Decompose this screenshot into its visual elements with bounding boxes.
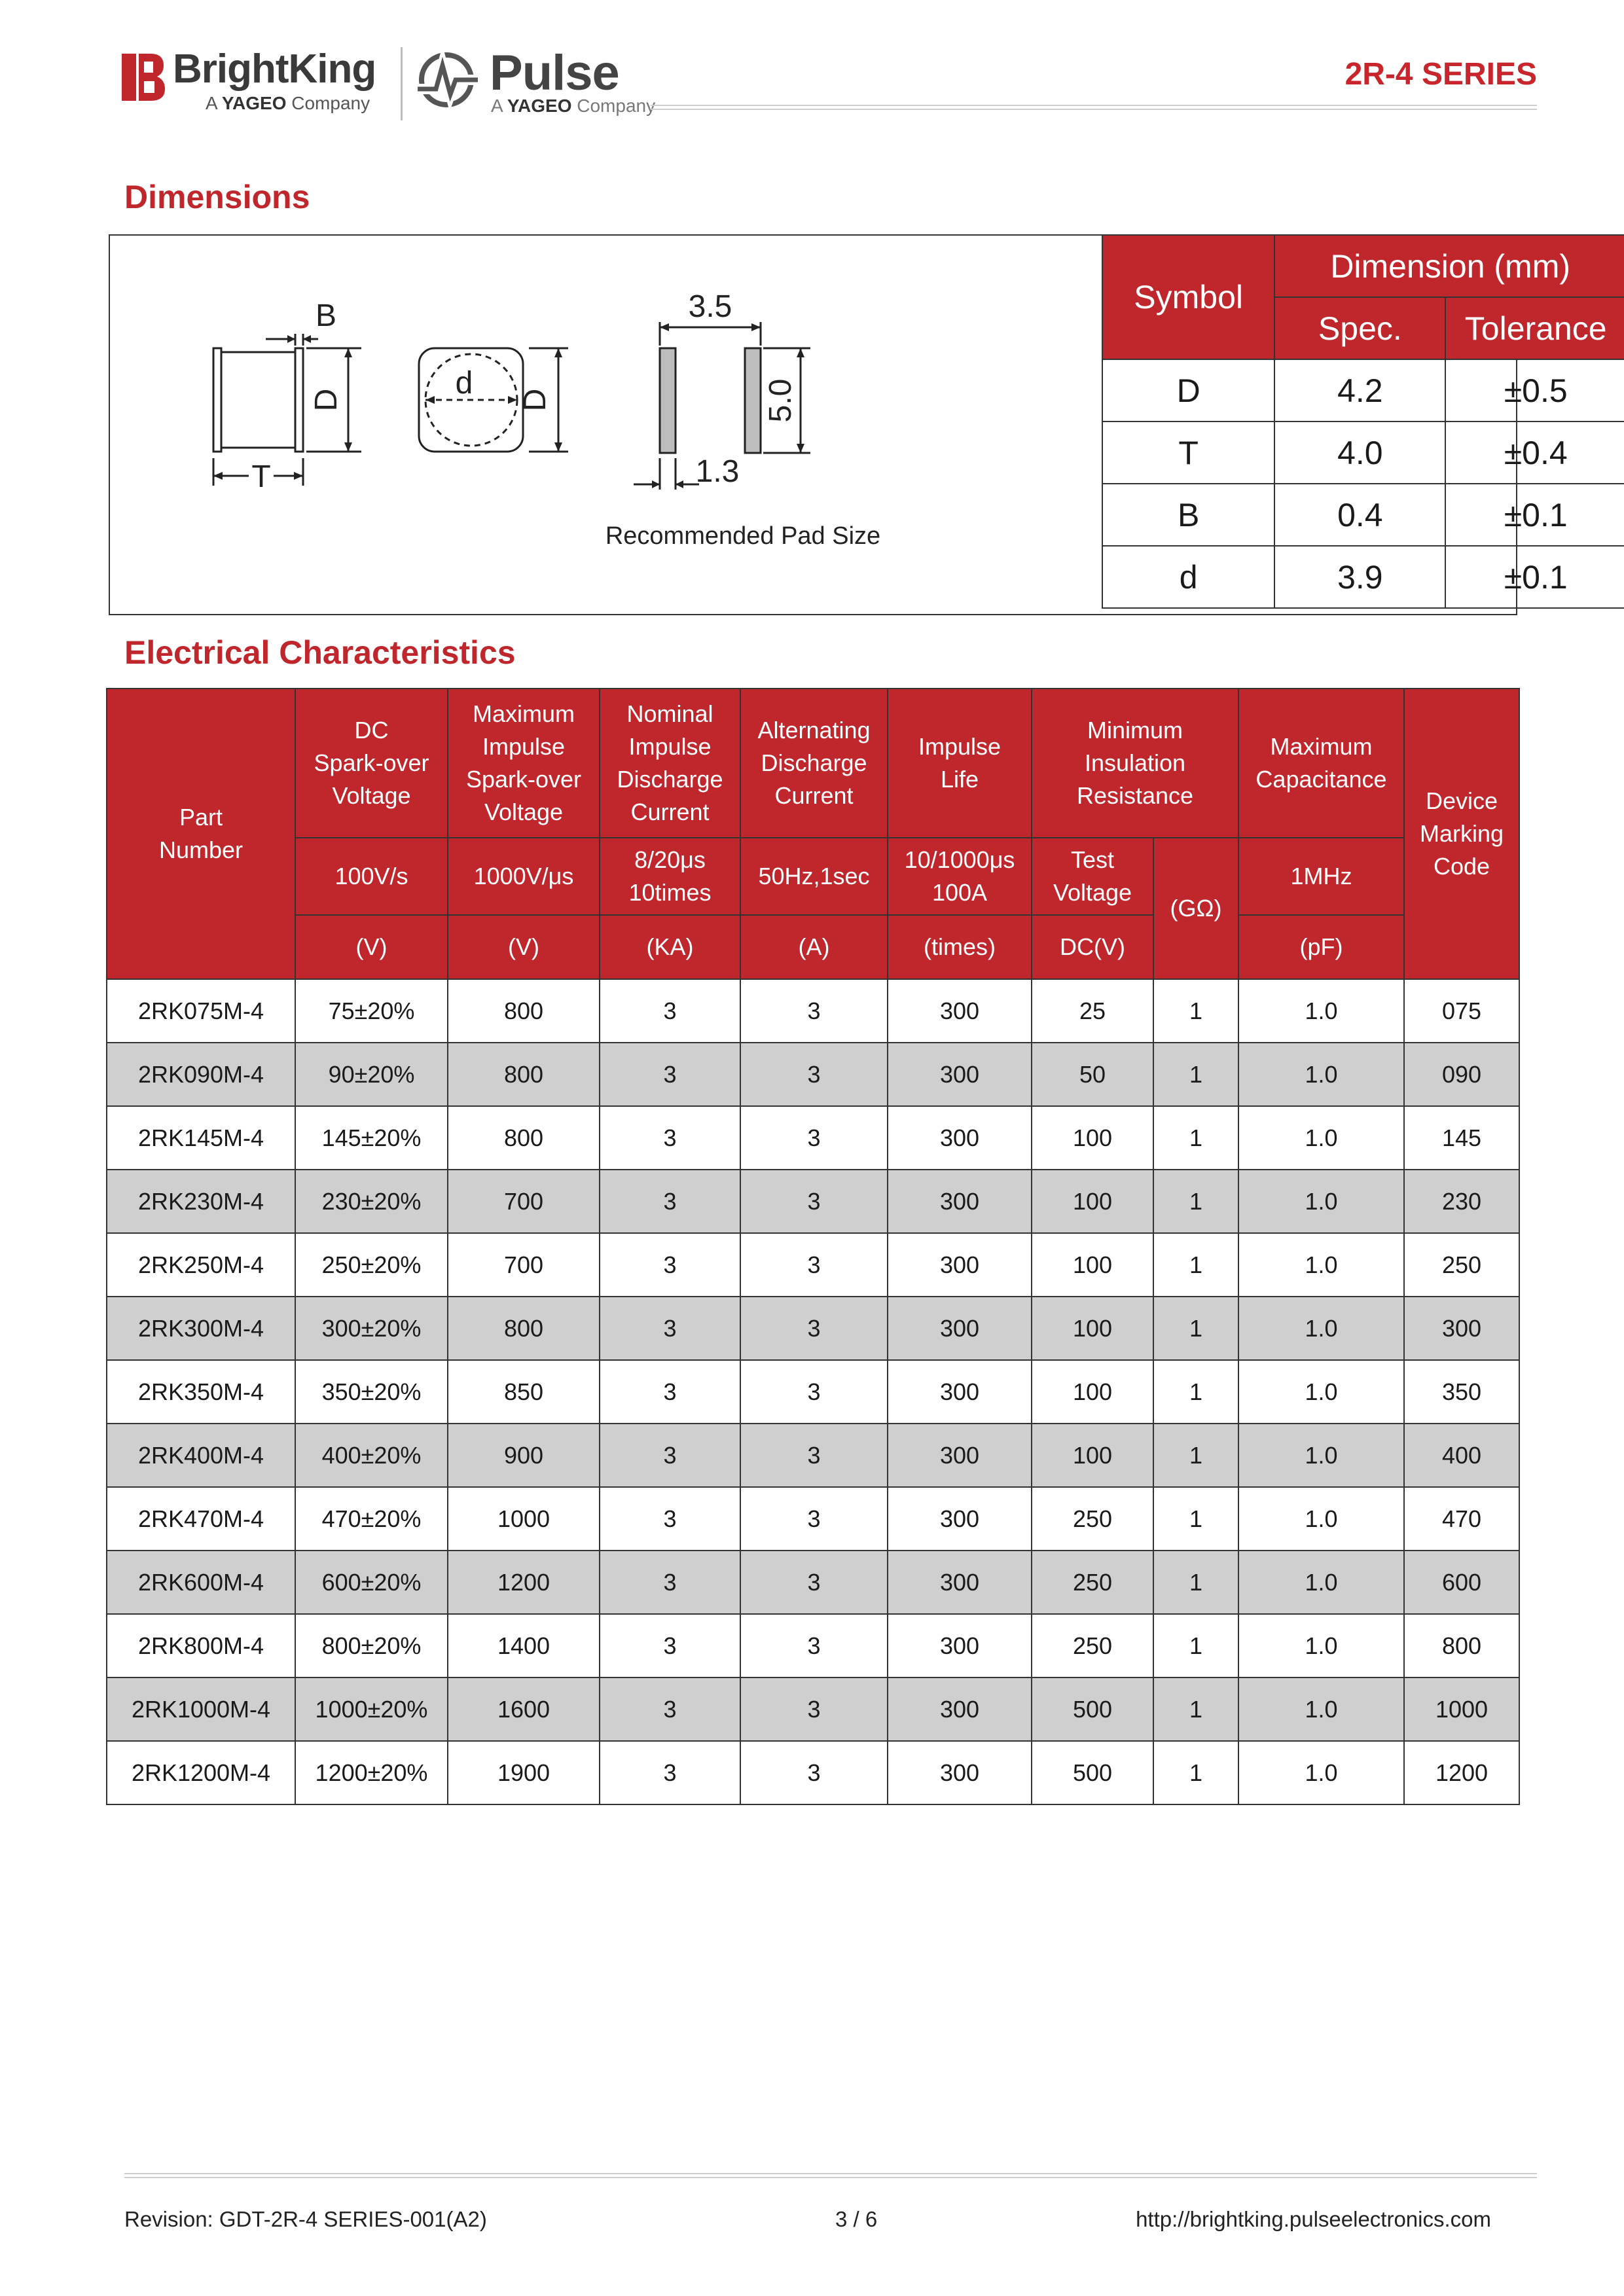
resistance-cell: 1: [1153, 1741, 1238, 1804]
part-number-cell: 2RK800M-4: [107, 1614, 295, 1677]
pad-caption: Recommended Pad Size: [605, 522, 881, 550]
dc-sparkover-cell: 230±20%: [295, 1170, 448, 1233]
resistance-cell: 1: [1153, 1677, 1238, 1741]
alternating-current-cell: 3: [740, 1677, 888, 1741]
table-row: [107, 1551, 1519, 1614]
page-header: [0, 0, 1624, 131]
capacitance-cell: 1.0: [1238, 1297, 1404, 1360]
impulse-sparkover-cell: 1000: [448, 1487, 600, 1551]
tolerance-cell: ±0.1: [1445, 484, 1624, 546]
capacitance-cell: 1.0: [1238, 1551, 1404, 1614]
capacitance-cell: 1.0: [1238, 1043, 1404, 1106]
test-voltage-cell: 500: [1032, 1677, 1153, 1741]
test-voltage-cell: 100: [1032, 1233, 1153, 1297]
footer-url[interactable]: http://brightking.pulseelectronics.com: [1136, 2207, 1491, 2231]
dimensions-box: [109, 234, 1607, 615]
electrical-title: Electrical Characteristics: [124, 634, 516, 671]
resistance-cell: 1: [1153, 1614, 1238, 1677]
pulse-logo: [416, 45, 656, 118]
table-row: [107, 1677, 1519, 1741]
dc-sparkover-cell: 90±20%: [295, 1043, 448, 1106]
impulse-life-cell: 300: [888, 1551, 1032, 1614]
label-d-end: D: [518, 388, 552, 412]
pulse-mark-icon: [416, 51, 479, 109]
dc-sparkover-cell: 600±20%: [295, 1551, 448, 1614]
nominal-current-cell: 3: [600, 1297, 740, 1360]
nominal-current-cell: 3: [600, 1551, 740, 1614]
table-row: [107, 1424, 1519, 1487]
label-b: B: [315, 298, 337, 333]
unit-alternating: (A): [740, 915, 888, 979]
part-number-cell: 2RK075M-4: [107, 979, 295, 1043]
impulse-sparkover-cell: 800: [448, 1043, 600, 1106]
impulse-life-cell: 300: [888, 1677, 1032, 1741]
marking-code-cell: 090: [1404, 1043, 1519, 1106]
alternating-current-cell: 3: [740, 1360, 888, 1424]
cond-life: 10/1000μs 100A: [888, 838, 1032, 915]
test-voltage-cell: 100: [1032, 1297, 1153, 1360]
impulse-life-cell: 300: [888, 1424, 1032, 1487]
dc-sparkover-cell: 1200±20%: [295, 1741, 448, 1804]
table-row: [107, 1614, 1519, 1677]
pulse-subtitle: A YAGEO Company: [491, 96, 656, 116]
series-title: 2R-4 SERIES: [1344, 57, 1537, 92]
part-number-cell: 2RK1200M-4: [107, 1741, 295, 1804]
tolerance-cell: ±0.1: [1445, 546, 1624, 608]
symbol-cell: d: [1102, 546, 1274, 608]
electrical-table-body: [107, 979, 1519, 1804]
test-voltage-cell: 100: [1032, 1106, 1153, 1170]
spec-cell: 3.9: [1274, 546, 1445, 608]
unit-capacitance: (pF): [1238, 915, 1404, 979]
dc-sparkover-cell: 470±20%: [295, 1487, 448, 1551]
marking-code-cell: 400: [1404, 1424, 1519, 1487]
resistance-cell: 1: [1153, 1360, 1238, 1424]
tolerance-cell: ±0.4: [1445, 422, 1624, 484]
pulse-wordmark: Pulse: [490, 45, 619, 101]
resistance-cell: 1: [1153, 1424, 1238, 1487]
impulse-sparkover-cell: 1400: [448, 1614, 600, 1677]
test-voltage-cell: 25: [1032, 979, 1153, 1043]
resistance-cell: 1: [1153, 1233, 1238, 1297]
header-rule: [651, 105, 1537, 110]
impulse-sparkover-cell: 800: [448, 1106, 600, 1170]
alternating-current-cell: 3: [740, 1741, 888, 1804]
alternating-current-cell: 3: [740, 1106, 888, 1170]
dimension-header: Dimension (mm): [1274, 235, 1624, 297]
brightking-logo: [122, 46, 397, 118]
brightking-wordmark: BrightKing: [173, 46, 376, 92]
table-row: [107, 1297, 1519, 1360]
part-number-cell: 2RK1000M-4: [107, 1677, 295, 1741]
test-voltage-cell: 100: [1032, 1170, 1153, 1233]
nominal-current-cell: 3: [600, 1487, 740, 1551]
impulse-life-cell: 300: [888, 1170, 1032, 1233]
capacitance-header: Maximum Capacitance: [1238, 689, 1404, 838]
test-voltage-cell: 50: [1032, 1043, 1153, 1106]
spec-cell: 0.4: [1274, 484, 1445, 546]
impulse-life-cell: 300: [888, 1233, 1032, 1297]
marking-code-cell: 600: [1404, 1551, 1519, 1614]
unit-resistance: (GΩ): [1153, 838, 1238, 979]
dc-sparkover-cell: 300±20%: [295, 1297, 448, 1360]
resistance-cell: 1: [1153, 1043, 1238, 1106]
nominal-current-cell: 3: [600, 1170, 740, 1233]
cond-dc: 100V/s: [295, 838, 448, 915]
marking-code-cell: 1200: [1404, 1741, 1519, 1804]
marking-code-cell: 075: [1404, 979, 1519, 1043]
marking-code-cell: 250: [1404, 1233, 1519, 1297]
resistance-cell: 1: [1153, 1487, 1238, 1551]
test-voltage-cell: 100: [1032, 1424, 1153, 1487]
impulse-life-cell: 300: [888, 1297, 1032, 1360]
capacitance-cell: 1.0: [1238, 1170, 1404, 1233]
cond-impulse: 1000V/μs: [448, 838, 600, 915]
impulse-sparkover-cell: 700: [448, 1170, 600, 1233]
spec-header: Spec.: [1274, 297, 1445, 359]
impulse-life-cell: 300: [888, 1741, 1032, 1804]
impulse-sparkover-cell: 850: [448, 1360, 600, 1424]
resistance-cell: 1: [1153, 1170, 1238, 1233]
unit-life: (times): [888, 915, 1032, 979]
table-row: [1102, 546, 1624, 608]
logo-divider: [401, 47, 403, 120]
brightking-subtitle: A YAGEO Company: [206, 93, 370, 113]
test-voltage-cell: 250: [1032, 1487, 1153, 1551]
test-voltage-cell: 250: [1032, 1551, 1153, 1614]
test-voltage-cell: 100: [1032, 1360, 1153, 1424]
insulation-resistance-header: Minimum Insulation Resistance: [1032, 689, 1238, 838]
alternating-current-cell: 3: [740, 1233, 888, 1297]
electrical-table: [106, 688, 1520, 1805]
nominal-current-cell: 3: [600, 1741, 740, 1804]
dc-sparkover-header: DC Spark-over Voltage: [295, 689, 448, 838]
dc-sparkover-cell: 350±20%: [295, 1360, 448, 1424]
capacitance-cell: 1.0: [1238, 1677, 1404, 1741]
marking-code-cell: 300: [1404, 1297, 1519, 1360]
impulse-sparkover-cell: 800: [448, 979, 600, 1043]
nominal-impulse-header: Nominal Impulse Discharge Current: [600, 689, 740, 838]
dimensions-title: Dimensions: [124, 179, 310, 215]
unit-impulse: (V): [448, 915, 600, 979]
alternating-current-cell: 3: [740, 979, 888, 1043]
table-row: [1102, 359, 1624, 422]
alternating-current-cell: 3: [740, 1614, 888, 1677]
alternating-current-header: Alternating Discharge Current: [740, 689, 888, 838]
resistance-cell: 1: [1153, 1297, 1238, 1360]
nominal-current-cell: 3: [600, 1424, 740, 1487]
table-row: [107, 1043, 1519, 1106]
spec-cell: 4.0: [1274, 422, 1445, 484]
tolerance-cell: ±0.5: [1445, 359, 1624, 422]
part-number-cell: 2RK400M-4: [107, 1424, 295, 1487]
alternating-current-cell: 3: [740, 1297, 888, 1360]
dc-sparkover-cell: 250±20%: [295, 1233, 448, 1297]
marking-code-cell: 1000: [1404, 1677, 1519, 1741]
symbol-cell: B: [1102, 484, 1274, 546]
table-row: [107, 1233, 1519, 1297]
impulse-life-cell: 300: [888, 1360, 1032, 1424]
dc-sparkover-cell: 75±20%: [295, 979, 448, 1043]
max-impulse-header: Maximum Impulse Spark-over Voltage: [448, 689, 600, 838]
marking-code-cell: 800: [1404, 1614, 1519, 1677]
alternating-current-cell: 3: [740, 1043, 888, 1106]
label-t: T: [251, 459, 271, 494]
part-number-cell: 2RK600M-4: [107, 1551, 295, 1614]
impulse-life-header: Impulse Life: [888, 689, 1032, 838]
symbol-cell: D: [1102, 359, 1274, 422]
part-number-cell: 2RK300M-4: [107, 1297, 295, 1360]
label-pad-height: 5.0: [763, 378, 798, 423]
label-d-side: D: [309, 388, 344, 412]
test-voltage-cell: 500: [1032, 1741, 1153, 1804]
unit-nominal: (KA): [600, 915, 740, 979]
impulse-life-cell: 300: [888, 1487, 1032, 1551]
impulse-sparkover-cell: 700: [448, 1233, 600, 1297]
table-row: [107, 1741, 1519, 1804]
marking-code-cell: 230: [1404, 1170, 1519, 1233]
impulse-life-cell: 300: [888, 1043, 1032, 1106]
alternating-current-cell: 3: [740, 1424, 888, 1487]
impulse-sparkover-cell: 800: [448, 1297, 600, 1360]
footer-rule: [124, 2173, 1537, 2178]
part-number-cell: 2RK350M-4: [107, 1360, 295, 1424]
nominal-current-cell: 3: [600, 1043, 740, 1106]
impulse-sparkover-cell: 1900: [448, 1741, 600, 1804]
part-number-cell: 2RK230M-4: [107, 1170, 295, 1233]
part-number-cell: 2RK470M-4: [107, 1487, 295, 1551]
capacitance-cell: 1.0: [1238, 1360, 1404, 1424]
table-row: [107, 1360, 1519, 1424]
table-row: [107, 1170, 1519, 1233]
resistance-cell: 1: [1153, 979, 1238, 1043]
unit-test-voltage: DC(V): [1032, 915, 1153, 979]
impulse-sparkover-cell: 1600: [448, 1677, 600, 1741]
impulse-life-cell: 300: [888, 1614, 1032, 1677]
cond-test-voltage: Test Voltage: [1032, 838, 1153, 915]
capacitance-cell: 1.0: [1238, 1424, 1404, 1487]
symbol-header: Symbol: [1102, 235, 1274, 359]
table-row: [107, 1487, 1519, 1551]
capacitance-cell: 1.0: [1238, 1106, 1404, 1170]
label-pad-width: 3.5: [688, 289, 732, 324]
alternating-current-cell: 3: [740, 1170, 888, 1233]
resistance-cell: 1: [1153, 1106, 1238, 1170]
dc-sparkover-cell: 400±20%: [295, 1424, 448, 1487]
test-voltage-cell: 250: [1032, 1614, 1153, 1677]
table-row: [107, 1106, 1519, 1170]
nominal-current-cell: 3: [600, 1233, 740, 1297]
brightking-mark-icon: [122, 54, 165, 101]
dc-sparkover-cell: 1000±20%: [295, 1677, 448, 1741]
nominal-current-cell: 3: [600, 1614, 740, 1677]
spec-cell: 4.2: [1274, 359, 1445, 422]
cond-alternating: 50Hz,1sec: [740, 838, 888, 915]
table-row: [1102, 484, 1624, 546]
dimension-drawing: [110, 236, 1102, 615]
tolerance-header: Tolerance: [1445, 297, 1624, 359]
capacitance-cell: 1.0: [1238, 1741, 1404, 1804]
nominal-current-cell: 3: [600, 979, 740, 1043]
label-d-diameter: d: [455, 366, 473, 401]
alternating-current-cell: 3: [740, 1551, 888, 1614]
marking-code-header: Device Marking Code: [1404, 689, 1519, 979]
cond-capacitance: 1MHz: [1238, 838, 1404, 915]
impulse-sparkover-cell: 1200: [448, 1551, 600, 1614]
marking-code-cell: 350: [1404, 1360, 1519, 1424]
nominal-current-cell: 3: [600, 1106, 740, 1170]
capacitance-cell: 1.0: [1238, 979, 1404, 1043]
nominal-current-cell: 3: [600, 1360, 740, 1424]
part-number-cell: 2RK250M-4: [107, 1233, 295, 1297]
cond-nominal: 8/20μs 10times: [600, 838, 740, 915]
part-number-cell: 2RK090M-4: [107, 1043, 295, 1106]
table-row: [1102, 422, 1624, 484]
part-number-header: Part Number: [107, 689, 295, 979]
marking-code-cell: 145: [1404, 1106, 1519, 1170]
marking-code-cell: 470: [1404, 1487, 1519, 1551]
alternating-current-cell: 3: [740, 1487, 888, 1551]
capacitance-cell: 1.0: [1238, 1487, 1404, 1551]
revision-text: Revision: GDT-2R-4 SERIES-001(A2): [124, 2207, 487, 2231]
page-number: 3 / 6: [835, 2207, 878, 2231]
nominal-current-cell: 3: [600, 1677, 740, 1741]
unit-dc: (V): [295, 915, 448, 979]
dc-sparkover-cell: 145±20%: [295, 1106, 448, 1170]
dimension-table: [1102, 234, 1624, 609]
table-row: [107, 979, 1519, 1043]
part-number-cell: 2RK145M-4: [107, 1106, 295, 1170]
symbol-cell: T: [1102, 422, 1274, 484]
impulse-life-cell: 300: [888, 979, 1032, 1043]
resistance-cell: 1: [1153, 1551, 1238, 1614]
capacitance-cell: 1.0: [1238, 1233, 1404, 1297]
impulse-sparkover-cell: 900: [448, 1424, 600, 1487]
label-pad-gap: 1.3: [695, 454, 740, 489]
dc-sparkover-cell: 800±20%: [295, 1614, 448, 1677]
capacitance-cell: 1.0: [1238, 1614, 1404, 1677]
impulse-life-cell: 300: [888, 1106, 1032, 1170]
